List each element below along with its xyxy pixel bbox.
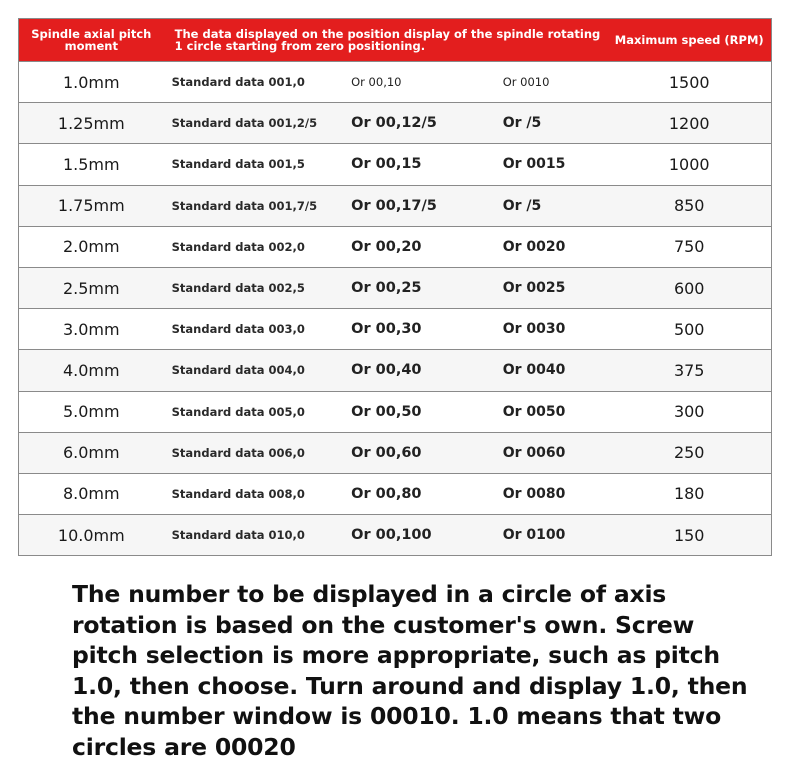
pitch-cell: 1.25mm: [57, 113, 125, 133]
standard-data-cell: Standard data 001,5: [171, 157, 305, 172]
max-speed-cell: 250: [673, 443, 705, 463]
pitch-cell: 2.5mm: [62, 278, 120, 298]
table-row: [19, 391, 771, 432]
alt-data-cell: Or 00,50: [351, 403, 422, 420]
pitch-cell: 2.0mm: [62, 237, 120, 257]
max-speed-cell: 150: [673, 525, 705, 545]
pitch-cell: 6.0mm: [62, 443, 120, 463]
standard-data-cell: Standard data 005,0: [171, 404, 305, 419]
alt-data-cell: Or 00,12/5: [351, 115, 437, 132]
max-speed-cell: 375: [673, 360, 705, 380]
max-speed-cell: 1500: [668, 72, 710, 92]
pitch-cell: 3.0mm: [62, 319, 120, 339]
alt-data-cell: Or 00,60: [351, 444, 422, 461]
alt-data-cell: Or 00,10: [351, 75, 402, 90]
alt-data-short-cell: Or 0025: [502, 280, 566, 297]
table-header: [19, 19, 771, 61]
table-row: [19, 432, 771, 473]
pitch-cell: 4.0mm: [62, 360, 120, 380]
table-row: [19, 473, 771, 514]
max-speed-cell: 1200: [668, 113, 710, 133]
alt-data-cell: Or 00,25: [351, 280, 422, 297]
header-speed: Maximum speed (RPM): [614, 33, 764, 47]
alt-data-cell: Or 00,80: [351, 485, 422, 502]
max-speed-cell: 300: [673, 402, 705, 422]
alt-data-short-cell: Or 0015: [502, 156, 566, 173]
alt-data-cell: Or 00,15: [351, 156, 422, 173]
standard-data-cell: Standard data 001,2/5: [171, 116, 318, 131]
table-row: [19, 143, 771, 184]
max-speed-cell: 180: [673, 484, 705, 504]
alt-data-short-cell: Or 0060: [502, 444, 566, 461]
max-speed-cell: 750: [673, 237, 705, 257]
header-pitch: Spindle axial pitch moment: [31, 27, 152, 53]
pitch-cell: 8.0mm: [62, 484, 120, 504]
max-speed-cell: 1000: [668, 154, 710, 174]
alt-data-cell: Or 00,20: [351, 238, 422, 255]
alt-data-cell: Or 00,40: [351, 362, 422, 379]
pitch-cell: 1.5mm: [62, 154, 120, 174]
alt-data-cell: Or 00,100: [351, 527, 432, 544]
table-row: [19, 102, 771, 143]
table-row: [19, 226, 771, 267]
standard-data-cell: Standard data 004,0: [171, 363, 305, 378]
standard-data-cell: Standard data 008,0: [171, 486, 305, 501]
table-row: [19, 514, 771, 555]
header-data: The data displayed on the position display of the spindle rotating 1 circle starting from zero positioning.: [174, 27, 601, 53]
alt-data-cell: Or 00,30: [351, 321, 422, 338]
max-speed-cell: 600: [673, 278, 705, 298]
standard-data-cell: Standard data 006,0: [171, 445, 305, 460]
standard-data-cell: Standard data 001,0: [171, 75, 305, 90]
standard-data-cell: Standard data 002,5: [171, 281, 305, 296]
alt-data-cell: Or 00,17/5: [351, 197, 437, 214]
alt-data-short-cell: Or 0100: [502, 527, 566, 544]
standard-data-cell: Standard data 003,0: [171, 322, 305, 337]
table-row: [19, 185, 771, 226]
alt-data-short-cell: Or 0050: [502, 403, 566, 420]
table-body: [19, 61, 771, 555]
alt-data-short-cell: Or 0080: [502, 485, 566, 502]
pitch-cell: 5.0mm: [62, 402, 120, 422]
explanation-note: The number to be displayed in a circle of axis rotation is based on the customer's own. Screw pitch selection is more appropriate, such as pitch 1.0, then choose. Turn around and display 1.0, then the number window is 00010. 1.0 means that two circles are 00020: [72, 580, 748, 761]
pitch-cell: 10.0mm: [57, 525, 125, 545]
table-row: [19, 308, 771, 349]
max-speed-cell: 500: [673, 319, 705, 339]
pitch-cell: 1.75mm: [57, 196, 125, 216]
alt-data-short-cell: Or 0020: [502, 238, 566, 255]
spindle-pitch-table: [18, 18, 772, 556]
pitch-cell: 1.0mm: [62, 72, 120, 92]
alt-data-short-cell: Or 0040: [502, 362, 566, 379]
standard-data-cell: Standard data 002,0: [171, 239, 305, 254]
alt-data-short-cell: Or 0030: [502, 321, 566, 338]
table-row: [19, 61, 771, 102]
max-speed-cell: 850: [673, 196, 705, 216]
standard-data-cell: Standard data 010,0: [171, 528, 305, 543]
standard-data-cell: Standard data 001,7/5: [171, 198, 318, 213]
alt-data-short-cell: Or /5: [502, 197, 542, 214]
alt-data-short-cell: Or 0010: [502, 75, 550, 90]
table-row: [19, 349, 771, 390]
alt-data-short-cell: Or /5: [502, 115, 542, 132]
table-row: [19, 267, 771, 308]
